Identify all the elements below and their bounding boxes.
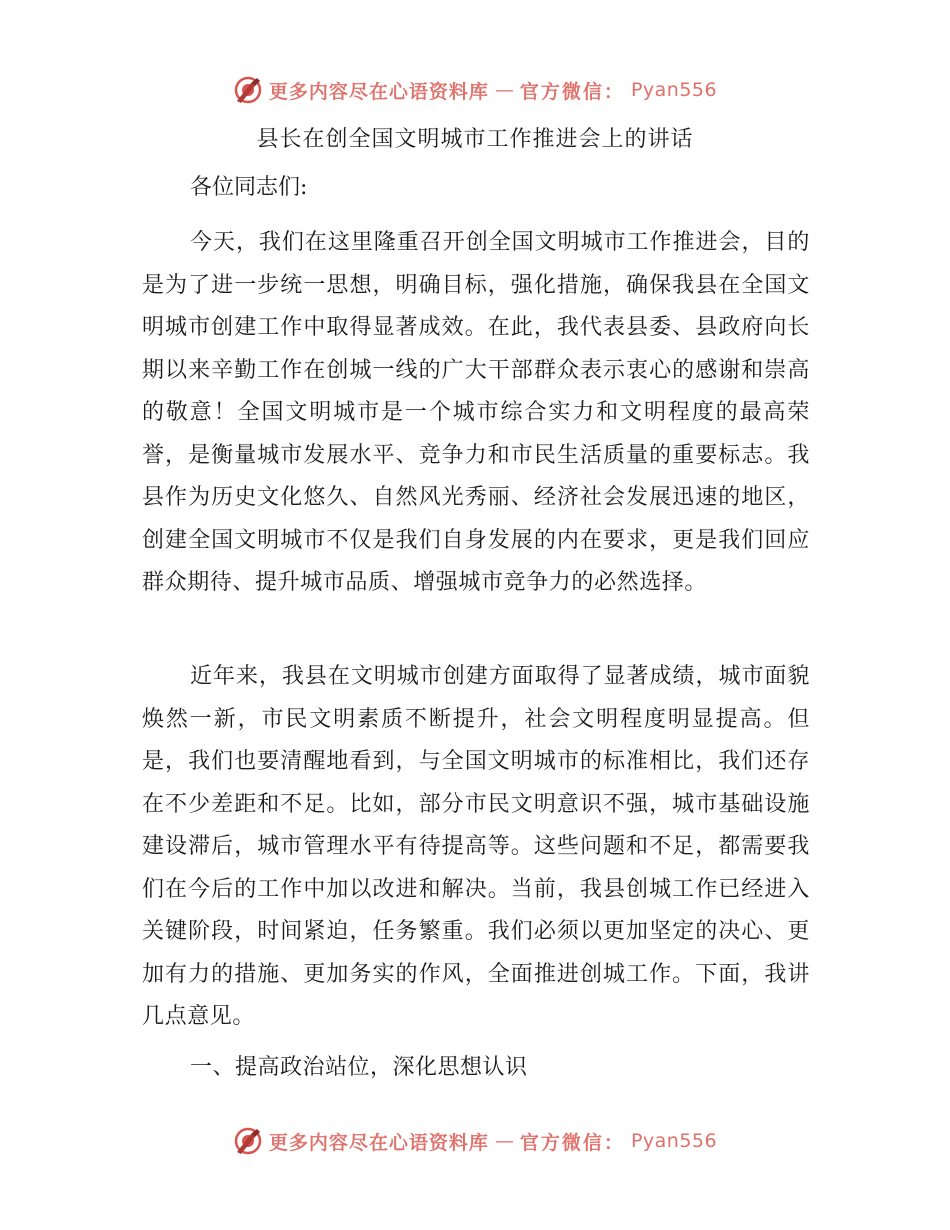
watermark-banner-bottom: [0, 1121, 950, 1161]
watermark-separator: —: [494, 79, 514, 101]
watermark-banner-top: [0, 70, 950, 110]
watermark-brand-text: 更多内容尽在心语资料库: [268, 1131, 489, 1154]
watermark-separator: —: [494, 1130, 514, 1152]
watermark-handle: Pyan556: [630, 79, 718, 101]
pen-logo-icon: [233, 75, 263, 105]
watermark-brand-text: 更多内容尽在心语资料库: [268, 80, 489, 103]
section-heading: 一、提高政治站位，深化思想认识: [190, 1055, 528, 1080]
document-title: 县长在创全国文明城市工作推进会上的讲话: [256, 127, 694, 152]
salutation: 各位同志们:: [190, 175, 308, 200]
watermark-handle: Pyan556: [630, 1130, 718, 1152]
body-paragraph-2: 近年来，我县在文明城市创建方面取得了显著成绩，城市面貌焕然一新，市民文明素质不断提升，社会文明程度明显提高。但是，我们也要清醒地看到，与全国文明城市的标准相比，我们还存在不少差距和不足。比如，部分市民文明意识不强，城市基础设施建设滞后，城市管理水平有待提高等。这些问题和不足，都需要我们在今后的工作中加以改进和解决。当前，我县创城工作已经进入关键阶段，时间紧迫，任务繁重。我们必须以更加坚定的决心、更加有力的措施、更加务实的作风，全面推进创城工作。下面，我讲几点意见。: [142, 664, 810, 1029]
body-paragraph-1: 今天，我们在这里隆重召开创全国文明城市工作推进会，目的是为了进一步统一思想，明确目标，强化措施，确保我县在全国文明城市创建工作中取得显著成效。在此，我代表县委、县政府向长期以来辛勤工作在创城一线的广大干部群众表示衷心的感谢和崇高的敬意！全国文明城市是一个城市综合实力和文明程度的最高荣誉，是衡量城市发展水平、竞争力和市民生活质量的重要标志。我县作为历史文化悠久、自然风光秀丽、经济社会发展迅速的地区，创建全国文明城市不仅是我们自身发展的内在要求，更是我们回应群众期待、提升城市品质、增强城市竞争力的必然选择。: [142, 230, 810, 595]
watermark-official-label: 官方微信：: [519, 80, 625, 103]
watermark-official-label: 官方微信：: [519, 1131, 625, 1154]
pen-logo-icon: [233, 1126, 263, 1156]
